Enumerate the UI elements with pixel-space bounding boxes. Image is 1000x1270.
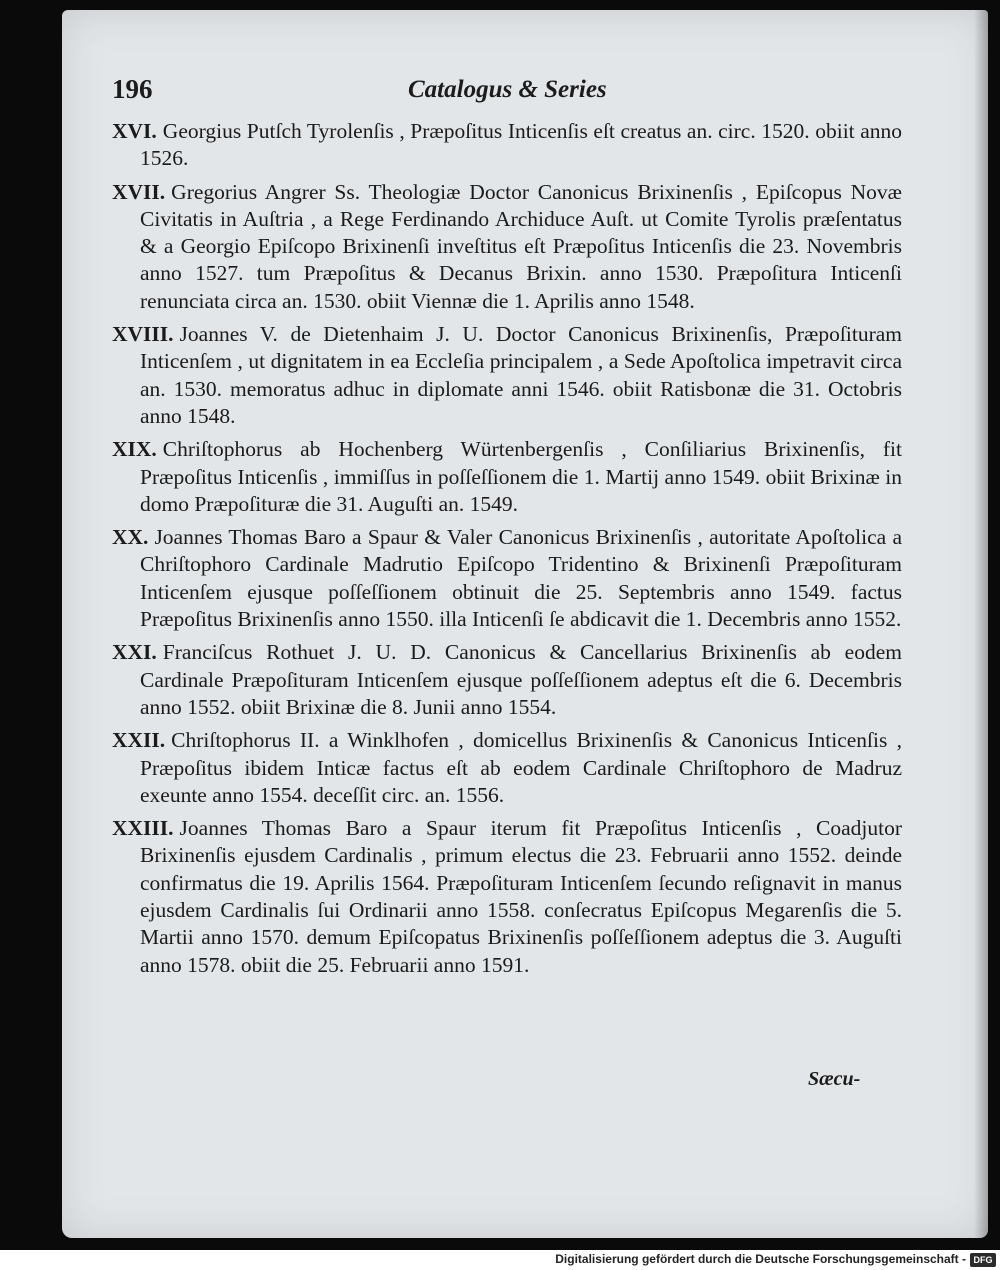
catalogue-entry-xvi — [112, 118, 902, 173]
entry-text: Gregorius Angrer Ss. Theologiæ Doctor Canonicus Brixinenſis , Epiſcopus Novæ Civitatis in Auſtria , a Rege Ferdinando Archiduce Auſt. ut Comite Tyrolis præſentatus & a Georgio Epiſcopo Brixinenſi inveſtitus eſt Præpoſitus Inticenſis die 23. Novembris anno 1527. tum Præpoſitus & Decanus Brixin. anno 1530. Præpoſitura Inticenſi renunciata circa an. 1530. obiit Viennæ die 1. Aprilis anno 1548. — [140, 179, 902, 313]
entry-text: Joannes Thomas Baro a Spaur iterum fit Præpoſitus Inticenſis , Coadjutor Brixinenſis ejusdem Cardinalis , primum electus die 23. Februarii anno 1552. deinde confirmatus die 19. Aprilis 1564. Præpoſituram Inticenſem ſecundo reſignavit in manus ejusdem Cardinalis ſui Ordinarii anno 1558. conſecratus Epiſcopus Megarenſis die 5. Martii anno 1570. demum Epiſcopatus Brixinenſis poſſeſſionem adeptus die 3. Auguſti anno 1578. obiit die 25. Februarii anno 1591. — [140, 816, 902, 977]
entry-text: Joannes Thomas Baro a Spaur & Valer Canonicus Brixinenſis , autoritate Apoſtolica a Chriſtophoro Cardinale Madrutio Epiſcopo Tridentino & Brixinenſi Præpoſituram Inticenſem ejusque poſſeſſionem obtinuit die 25. Septembris anno 1549. factus Præpoſitus Brixinenſis anno 1550. illa Inticenſi ſe abdicavit die 1. Decembris anno 1552. — [140, 525, 902, 632]
catalogue-entry-xxi — [112, 639, 902, 721]
entry-numeral: XIX. — [112, 437, 157, 462]
catalogue-entry-xx — [112, 524, 902, 633]
entry-numeral: XX. — [112, 525, 149, 550]
entry-text: Joannes V. de Dietenhaim J. U. Doctor Canonicus Brixinenſis, Præpoſituram Inticenſem , ut dignitatem in ea Eccleſia principalem , a Sede Apoſtolica impetravit circa an. 1530. memoratus adhuc in diplomate anni 1546. obiit Ratisbonæ die 31. Octobris anno 1548. — [140, 322, 902, 428]
catalogue-entry-xviii — [112, 321, 902, 430]
entry-numeral: XVI. — [112, 119, 157, 143]
entry-text: Chriſtophorus II. a Winklhofen , domicellus Brixinenſis & Canonicus Inticenſis , Præpoſitus ibidem Inticæ factus eſt ab eodem Cardinale Chriſtophoro de Madruz exeunte anno 1554. deceſſit circ. an. 1556. — [140, 728, 902, 807]
entry-text: Franciſcus Rothuet J. U. D. Canonicus & Cancellarius Brixinenſis ab eodem Cardinale Præpoſituram Inticenſem ejusque poſſeſſionem adeptus eſt die 6. Decembris anno 1552. obiit Brixinæ die 8. Junii anno 1554. — [140, 640, 902, 719]
page-number: 196 — [112, 74, 153, 104]
entry-numeral: XVII. — [112, 179, 166, 204]
catalogue-text — [112, 118, 902, 985]
catalogue-entry-xxii — [112, 727, 902, 809]
running-title: Catalogus & Series — [408, 76, 607, 103]
catalogue-entry-xvii — [112, 179, 902, 315]
entry-text: Chriſtophorus ab Hochenberg Würtenbergenſis , Conſiliarius Brixinenſis, fit Præpoſitus Inticenſis , immiſſus in poſſeſſionem die 1. Martij anno 1549. obiit Brixinæ in domo Præpoſituræ die 31. Auguſti an. 1549. — [140, 437, 902, 516]
entry-text: Georgius Putſch Tyrolenſis , Præpoſitus Inticenſis eſt creatus an. circ. 1520. obiit anno 1526. — [140, 119, 902, 171]
catchword: Sæcu- — [808, 1068, 861, 1090]
funding-credit: Digitalisierung gefördert durch die Deutsche Forschungsgemeinschaft - — [555, 1252, 966, 1266]
catalogue-entry-xix — [112, 436, 902, 518]
catalogue-entry-xxiii — [112, 815, 902, 979]
dfg-logo-icon: DFG — [970, 1253, 996, 1267]
entry-numeral: XXI. — [112, 640, 157, 665]
page-header — [112, 74, 652, 110]
entry-numeral: XXIII. — [112, 816, 174, 841]
entry-numeral: XVIII. — [112, 322, 174, 347]
entry-numeral: XXII. — [112, 728, 166, 753]
digitization-footer — [0, 1250, 1000, 1270]
